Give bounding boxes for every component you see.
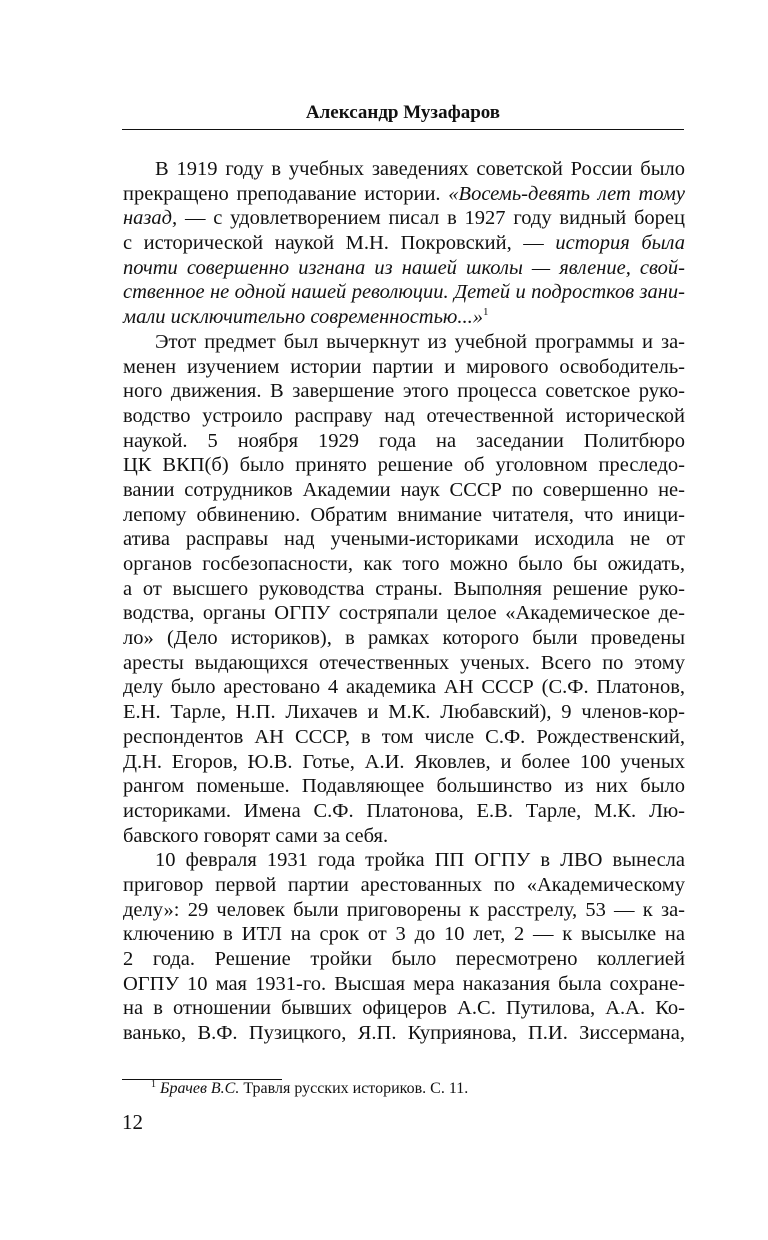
text-segment: 10 февраля 1931 года тройка ПП ОГПУ в ЛВО вынесла [155,849,685,872]
text-segment: Д.Н. Егоров, Ю.В. Готье, А.И. Яковлев, и более 100 ученых [123,750,685,773]
text-line [123,231,685,256]
text-segment: Этот предмет был вычеркнут из учебной программы и за- [155,330,685,353]
body-text [123,157,685,1046]
text-segment: прекращено преподавание истории. [123,182,449,205]
text-segment: водства, органы ОГПУ состряпали целое «Академическое де- [123,602,685,625]
text-line [123,280,685,305]
text-line [123,675,685,700]
text-segment: органов госбезопасности, как того можно было бы ожидать, [123,553,685,575]
text-segment: делу было арестовано 4 академика АН СССР (С.Ф. Платонов, [123,676,685,699]
text-line [123,996,685,1021]
text-line [123,601,685,626]
text-line [123,972,685,997]
text-line [123,379,685,404]
italic-quote-segment: мали исключительно современностью...» [123,306,484,329]
text-line [123,503,685,528]
text-line [123,527,685,552]
text-segment: респондентов АН СССР, в том числе С.Ф. Рождественский, [123,725,685,748]
text-line [123,453,685,478]
text-line [123,404,685,429]
text-segment: В 1919 году в учебных заведениях советской России было [155,158,685,180]
text-segment: на в отношении бывших офицеров А.С. Путилова, А.А. Ко- [123,997,685,1020]
footnote-marker: 1 [151,1079,156,1090]
text-segment: наукой. 5 ноября 1929 года на заседании Политбюро [123,429,685,452]
text-segment: ЦК ВКП(б) было принято решение об уголовном преследо- [123,454,685,477]
text-line [123,305,685,330]
text-line [123,478,685,503]
text-line [123,750,685,775]
text-line [123,157,685,182]
text-line [123,922,685,947]
text-line [123,256,685,281]
text-line [123,1021,685,1046]
text-segment: вании сотрудников Академии наук СССР по совершенно не- [123,478,685,501]
footnote-author: Брачев В.С. [160,1080,240,1097]
text-line [123,848,685,873]
text-line [123,429,685,454]
text-segment: бавского говорят сами за себя. [123,824,389,847]
header-rule [122,129,684,130]
text-line [123,947,685,972]
text-line [123,330,685,355]
text-line [123,206,685,231]
page-number: 12 [122,1110,143,1134]
text-segment: менен изучением истории партии и мирового освободитель- [123,355,685,378]
text-segment: — с удовлетворением писал в 1927 году видный борец [177,207,685,230]
text-line [123,799,685,824]
text-segment: историками. Имена С.Ф. Платонова, Е.В. Тарле, М.К. Лю- [123,799,685,822]
text-segment: лепому обвинению. Обратим внимание читателя, что иници- [123,503,685,526]
text-segment: ванько, В.Ф. Пузицкого, Я.П. Куприянова, П.И. Зиссермана, [123,1022,685,1045]
text-line [123,700,685,725]
italic-quote-segment: ственное не одной нашей революции. Детей и подростков зани- [123,281,685,304]
text-segment: ного движения. В завершение этого процесса советское руко- [123,380,685,403]
italic-quote-segment: назад, [123,207,178,230]
text-segment: а от высшего руководства страны. Выполняя решение руко- [123,577,685,600]
text-segment: водство устроило расправу над отечественной исторической [123,404,685,427]
text-segment: делу»: 29 человек были приговорены к расстрелу, 53 — к за- [123,898,685,921]
text-line [123,898,685,923]
text-line [123,626,685,651]
text-segment: ОГПУ 10 мая 1931-го. Высшая мера наказания была сохране- [123,972,685,995]
text-line [123,182,685,207]
text-segment: приговор первой партии арестованных по «Академическому [123,873,685,896]
italic-quote-segment: история была [555,232,685,255]
text-segment: Е.Н. Тарле, Н.П. Лихачев и М.К. Любавский), 9 членов-кор- [123,701,685,724]
text-line [123,355,685,380]
text-line [123,725,685,750]
footnote [151,1078,468,1100]
text-line [123,774,685,799]
text-segment: аресты выдающихся отечественных ученых. Всего по этому [123,651,685,674]
text-line [123,651,685,676]
text-line [123,873,685,898]
text-segment: 2 года. Решение тройки было пересмотрено коллегией [123,948,685,970]
text-segment: с исторической наукой М.Н. Покровский, — [123,232,556,255]
text-line [123,552,685,577]
footnote-reference: 1 [483,306,489,319]
text-segment: ключению в ИТЛ на срок от 3 до 10 лет, 2 — к высылке на [123,923,685,946]
italic-quote-segment: «Восемь-девять лет тому [448,182,685,205]
running-head: Александр Музафаров [305,102,501,123]
text-segment: атива расправы над учеными-историками исходила не от [123,528,685,551]
text-line [123,577,685,602]
text-segment: ло» (Дело историков), в рамках которого были проведены [123,627,685,650]
text-segment: рангом поменьше. Подавляющее большинство из них было [123,775,685,798]
text-line [123,824,685,849]
footnote-text: Травля русских историков. С. 11. [239,1080,469,1097]
italic-quote-segment: почти совершенно изгнана из нашей школы — явление, свой- [123,256,685,279]
